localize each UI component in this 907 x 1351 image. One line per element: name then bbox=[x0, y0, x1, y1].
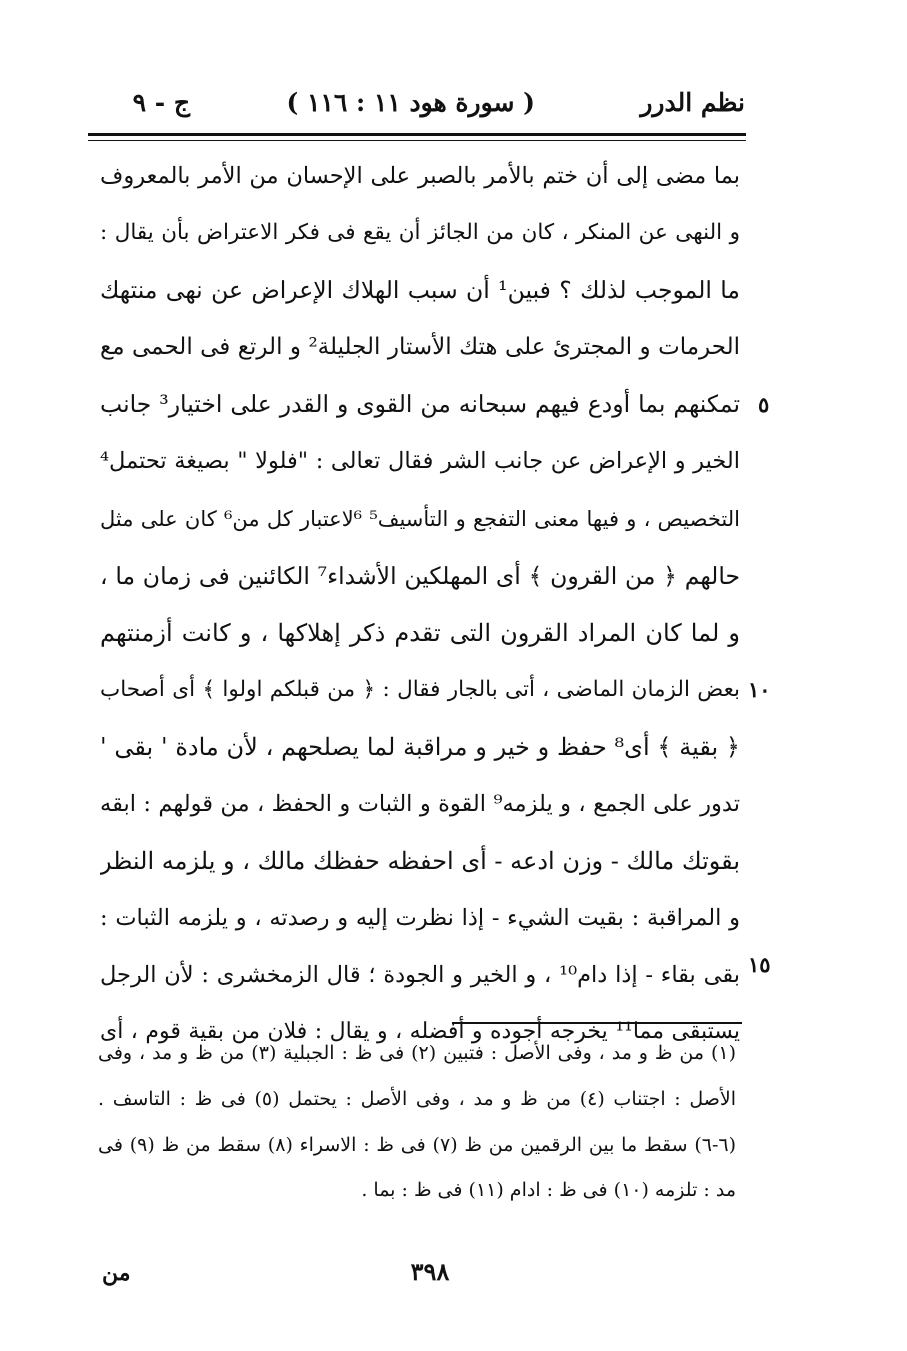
text-line: حالهم ﴿ من القرون ﴾ أى المهلكين الأشداء⁷ الكائنين فى زمان ما ، bbox=[100, 561, 740, 590]
text-line: ما الموجب لذلك ؟ فبين¹ أن سبب الهلاك الإعراض عن نهى منتهك bbox=[100, 276, 740, 305]
line-number-10: ١٠ bbox=[748, 677, 771, 702]
text-line: بما مضى إلى أن ختم بالأمر بالصبر على الإحسان من الأمر بالمعروف bbox=[100, 163, 740, 189]
header-rule-thin bbox=[88, 140, 746, 141]
text-line: ﴿ بقية ﴾ أى⁸ حفظ و خير و مراقبة لما يصلحهم ، لأن مادة ' بقى ' bbox=[100, 732, 740, 761]
surah-reference: ( سورة هود ١١ : ١١٦ ) bbox=[286, 88, 535, 117]
footnote-line: (٦-٦) سقط ما بين الرقمين من ظ (٧) فى ظ : الاسراء (٨) سقط من ظ (٩) فى bbox=[98, 1133, 736, 1156]
text-line: بقوتك مالك - وزن ادعه - أى احفظه حفظك مالك ، و يلزمه النظر bbox=[100, 847, 740, 876]
text-line: تمكنهم بما أودع فيهم سبحانه من القوى و القدر على اختيار³ جانب bbox=[100, 390, 740, 419]
text-line: الحرمات و المجترئ على هتك الأستار الجليلة² و الرتع فى الحمى مع bbox=[100, 334, 740, 361]
footnote-line: مد : تلزمه (١٠) فى ظ : ادام (١١) فى ظ : بما . bbox=[361, 1179, 736, 1202]
text-line: و المراقبة : بقيت الشيء - إذا نظرت إليه و رصدته ، و يلزمه الثبات : bbox=[100, 905, 740, 932]
text-line: تدور على الجمع ، و يلزمه⁹ القوة و الثبات و الحفظ ، من قولهم : ابقه bbox=[100, 791, 740, 818]
volume-number: ج - ٩ bbox=[132, 88, 190, 117]
catchword: من bbox=[102, 1260, 131, 1286]
footnotes bbox=[98, 1030, 736, 1213]
line-number-15: ١٥ bbox=[748, 952, 771, 977]
footnote-line: (١) من ظ و مد ، وفى الأصل : فتبين (٢) فى ظ : الجبلية (٣) من ظ و مد ، وفى bbox=[98, 1042, 736, 1064]
page-number: ٣٩٨ bbox=[410, 1257, 450, 1286]
line-number-5: ٥ bbox=[758, 392, 770, 417]
text-line: يستبقى مما¹¹ يخرجه أجوده و أفضله ، و يقال : فلان من بقية قوم ، أى bbox=[100, 1019, 740, 1045]
text-line: بقى بقاء - إذا دام¹⁰ ، و الخير و الجودة ؛ قال الزمخشرى : لأن الرجل bbox=[100, 962, 740, 989]
header-rule-thick bbox=[88, 133, 746, 136]
footnote-line: الأصل : اجتناب (٤) من ظ و مد ، وفى الأصل : يحتمل (٥) فى ظ : التاسف . bbox=[98, 1087, 736, 1110]
text-line: التخصيص ، و فيها معنى التفجع و التأسيف⁵ ⁶لاعتبار كل من⁶ كان على مثل bbox=[100, 506, 740, 531]
footnote-rule bbox=[452, 1022, 742, 1024]
book-title: نظم الدرر bbox=[640, 88, 745, 117]
text-line: بعض الزمان الماضى ، أتى بالجار فقال : ﴿ من قبلكم اولوا ﴾ أى أصحاب bbox=[100, 676, 740, 702]
text-line: و النهى عن المنكر ، كان من الجائز أن يقع فى فكر الاعتراض بأن يقال : bbox=[100, 220, 740, 246]
running-head bbox=[95, 88, 745, 124]
text-line: الخير و الإعراض عن جانب الشر فقال تعالى : "فلولا " بصيغة تحتمل⁴ bbox=[100, 448, 740, 475]
text-line: و لما كان المراد القرون التى تقدم ذكر إهلاكها ، و كانت أزمنتهم bbox=[100, 618, 740, 647]
main-text bbox=[100, 152, 740, 1066]
